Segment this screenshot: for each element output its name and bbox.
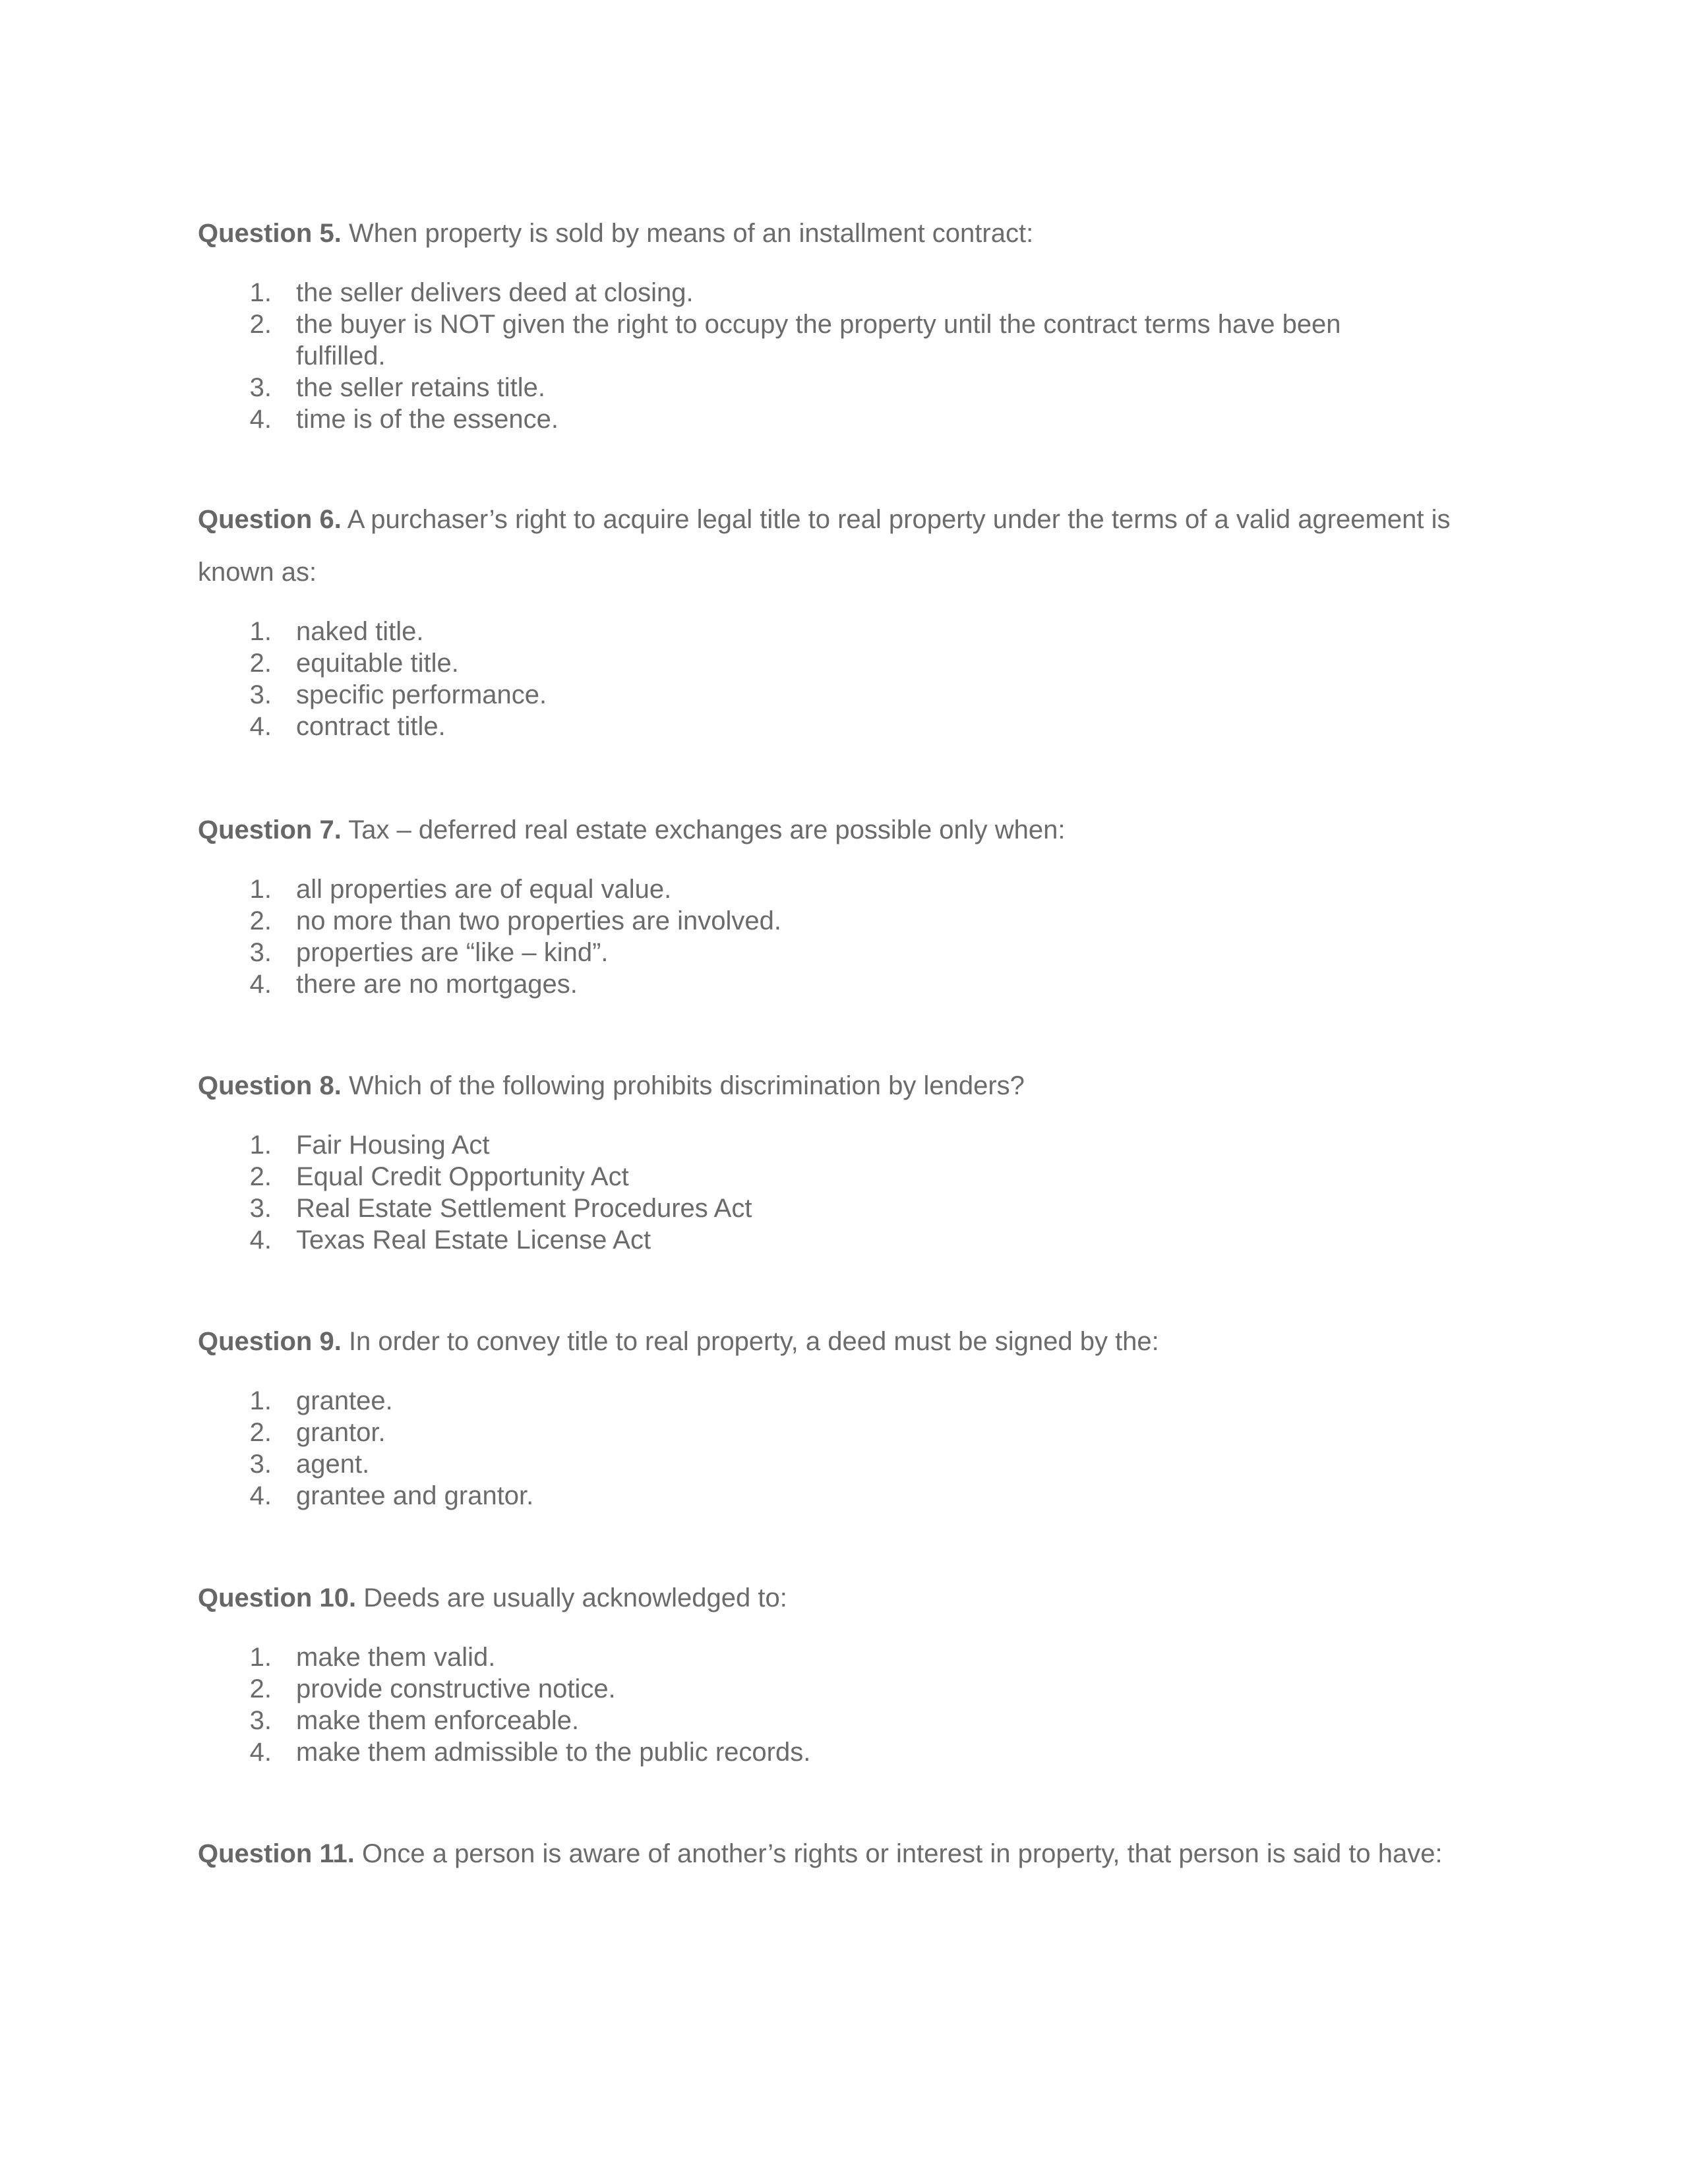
option-number: 2. xyxy=(249,310,272,339)
option-text: contract title. xyxy=(296,712,446,741)
answer-options xyxy=(198,277,1503,435)
question-text: Once a person is aware of another’s rights or interest in property, that person is said to have: xyxy=(361,1839,1443,1868)
answer-option xyxy=(198,403,1417,435)
question-stem xyxy=(198,1315,1503,1368)
option-number: 1. xyxy=(249,1643,272,1672)
question-label: Question 8. xyxy=(198,1071,342,1100)
option-text: naked title. xyxy=(296,617,424,646)
answer-option xyxy=(198,277,1417,309)
option-number: 2. xyxy=(249,1418,272,1447)
option-number: 2. xyxy=(249,1674,272,1703)
answer-option xyxy=(198,1448,1417,1480)
option-text: no more than two properties are involved. xyxy=(296,906,781,935)
answer-option xyxy=(198,968,1417,1000)
question-label: Question 11. xyxy=(198,1839,355,1868)
option-number: 3. xyxy=(249,1194,272,1223)
option-number: 1. xyxy=(249,875,272,904)
option-text: make them enforceable. xyxy=(296,1706,580,1735)
question-stem xyxy=(198,1827,1503,1880)
question-10 xyxy=(198,1572,1503,1768)
question-stem xyxy=(198,493,1503,599)
option-number: 2. xyxy=(249,906,272,935)
answer-option xyxy=(198,679,1417,711)
question-stem xyxy=(198,1572,1503,1624)
option-number: 4. xyxy=(249,405,272,434)
answer-option xyxy=(198,905,1417,937)
answer-option xyxy=(198,1417,1417,1448)
question-11 xyxy=(198,1827,1503,1880)
option-text: the seller delivers deed at closing. xyxy=(296,278,694,307)
question-stem xyxy=(198,804,1503,856)
answer-options xyxy=(198,1385,1503,1512)
option-text: specific performance. xyxy=(296,680,547,709)
question-stem xyxy=(198,207,1503,260)
answer-option xyxy=(198,1480,1417,1512)
option-text: grantee and grantor. xyxy=(296,1481,534,1510)
option-number: 3. xyxy=(249,938,272,967)
option-text: time is of the essence. xyxy=(296,405,558,434)
option-text: grantor. xyxy=(296,1418,386,1447)
option-number: 1. xyxy=(249,1131,272,1160)
option-number: 4. xyxy=(249,1481,272,1510)
answer-option xyxy=(198,1736,1417,1768)
answer-option xyxy=(198,1641,1417,1673)
option-text: make them admissible to the public records. xyxy=(296,1738,811,1767)
answer-option xyxy=(198,1224,1417,1256)
question-7 xyxy=(198,804,1503,1000)
question-9 xyxy=(198,1315,1503,1512)
question-label: Question 10. xyxy=(198,1583,357,1612)
question-text: Tax – deferred real estate exchanges are possible only when: xyxy=(348,815,1066,844)
answer-options xyxy=(198,1129,1503,1256)
option-text: the seller retains title. xyxy=(296,373,545,402)
option-text: there are no mortgages. xyxy=(296,970,578,999)
option-text: make them valid. xyxy=(296,1643,496,1672)
answer-options xyxy=(198,873,1503,1000)
question-label: Question 7. xyxy=(198,815,342,844)
option-number: 1. xyxy=(249,278,272,307)
option-number: 4. xyxy=(249,1738,272,1767)
answer-option xyxy=(198,1673,1417,1705)
option-text: Real Estate Settlement Procedures Act xyxy=(296,1194,752,1223)
answer-option xyxy=(198,1705,1417,1736)
answer-option xyxy=(198,711,1417,742)
option-number: 3. xyxy=(249,1450,272,1479)
answer-option xyxy=(198,1385,1417,1417)
question-text: Which of the following prohibits discrimination by lenders? xyxy=(348,1071,1025,1100)
answer-option xyxy=(198,647,1417,679)
option-text: all properties are of equal value. xyxy=(296,875,672,904)
question-6 xyxy=(198,493,1503,742)
option-text: Fair Housing Act xyxy=(296,1131,490,1160)
question-label: Question 6. xyxy=(198,505,342,534)
option-number: 4. xyxy=(249,1225,272,1254)
option-number: 2. xyxy=(249,1162,272,1191)
question-8 xyxy=(198,1059,1503,1256)
option-text: properties are “like – kind”. xyxy=(296,938,609,967)
answer-option xyxy=(198,937,1417,968)
option-number: 3. xyxy=(249,373,272,402)
question-stem xyxy=(198,1059,1503,1112)
option-number: 3. xyxy=(249,1706,272,1735)
option-number: 3. xyxy=(249,680,272,709)
question-text: Deeds are usually acknowledged to: xyxy=(363,1583,787,1612)
answer-option xyxy=(198,616,1417,647)
option-number: 4. xyxy=(249,970,272,999)
option-text: provide constructive notice. xyxy=(296,1674,616,1703)
question-label: Question 9. xyxy=(198,1327,342,1356)
option-text: the buyer is NOT given the right to occupy the property until the contract terms have been fulfilled. xyxy=(296,310,1341,370)
option-number: 1. xyxy=(249,617,272,646)
answer-option xyxy=(198,309,1417,372)
question-text: When property is sold by means of an installment contract: xyxy=(348,219,1034,248)
answer-option xyxy=(198,1193,1417,1224)
question-label: Question 5. xyxy=(198,219,342,248)
answer-option xyxy=(198,1129,1417,1161)
option-number: 2. xyxy=(249,649,272,678)
answer-options xyxy=(198,1641,1503,1768)
option-text: Texas Real Estate License Act xyxy=(296,1225,651,1254)
answer-option xyxy=(198,1161,1417,1193)
answer-option xyxy=(198,873,1417,905)
option-text: grantee. xyxy=(296,1386,393,1415)
option-text: Equal Credit Opportunity Act xyxy=(296,1162,629,1191)
question-text: A purchaser’s right to acquire legal title to real property under the terms of a valid agreement is known as: xyxy=(198,505,1451,587)
option-text: agent. xyxy=(296,1450,370,1479)
option-number: 1. xyxy=(249,1386,272,1415)
option-number: 4. xyxy=(249,712,272,741)
answer-option xyxy=(198,372,1417,403)
question-5 xyxy=(198,207,1503,435)
answer-options xyxy=(198,616,1503,742)
question-text: In order to convey title to real property, a deed must be signed by the: xyxy=(348,1327,1159,1356)
option-text: equitable title. xyxy=(296,649,459,678)
